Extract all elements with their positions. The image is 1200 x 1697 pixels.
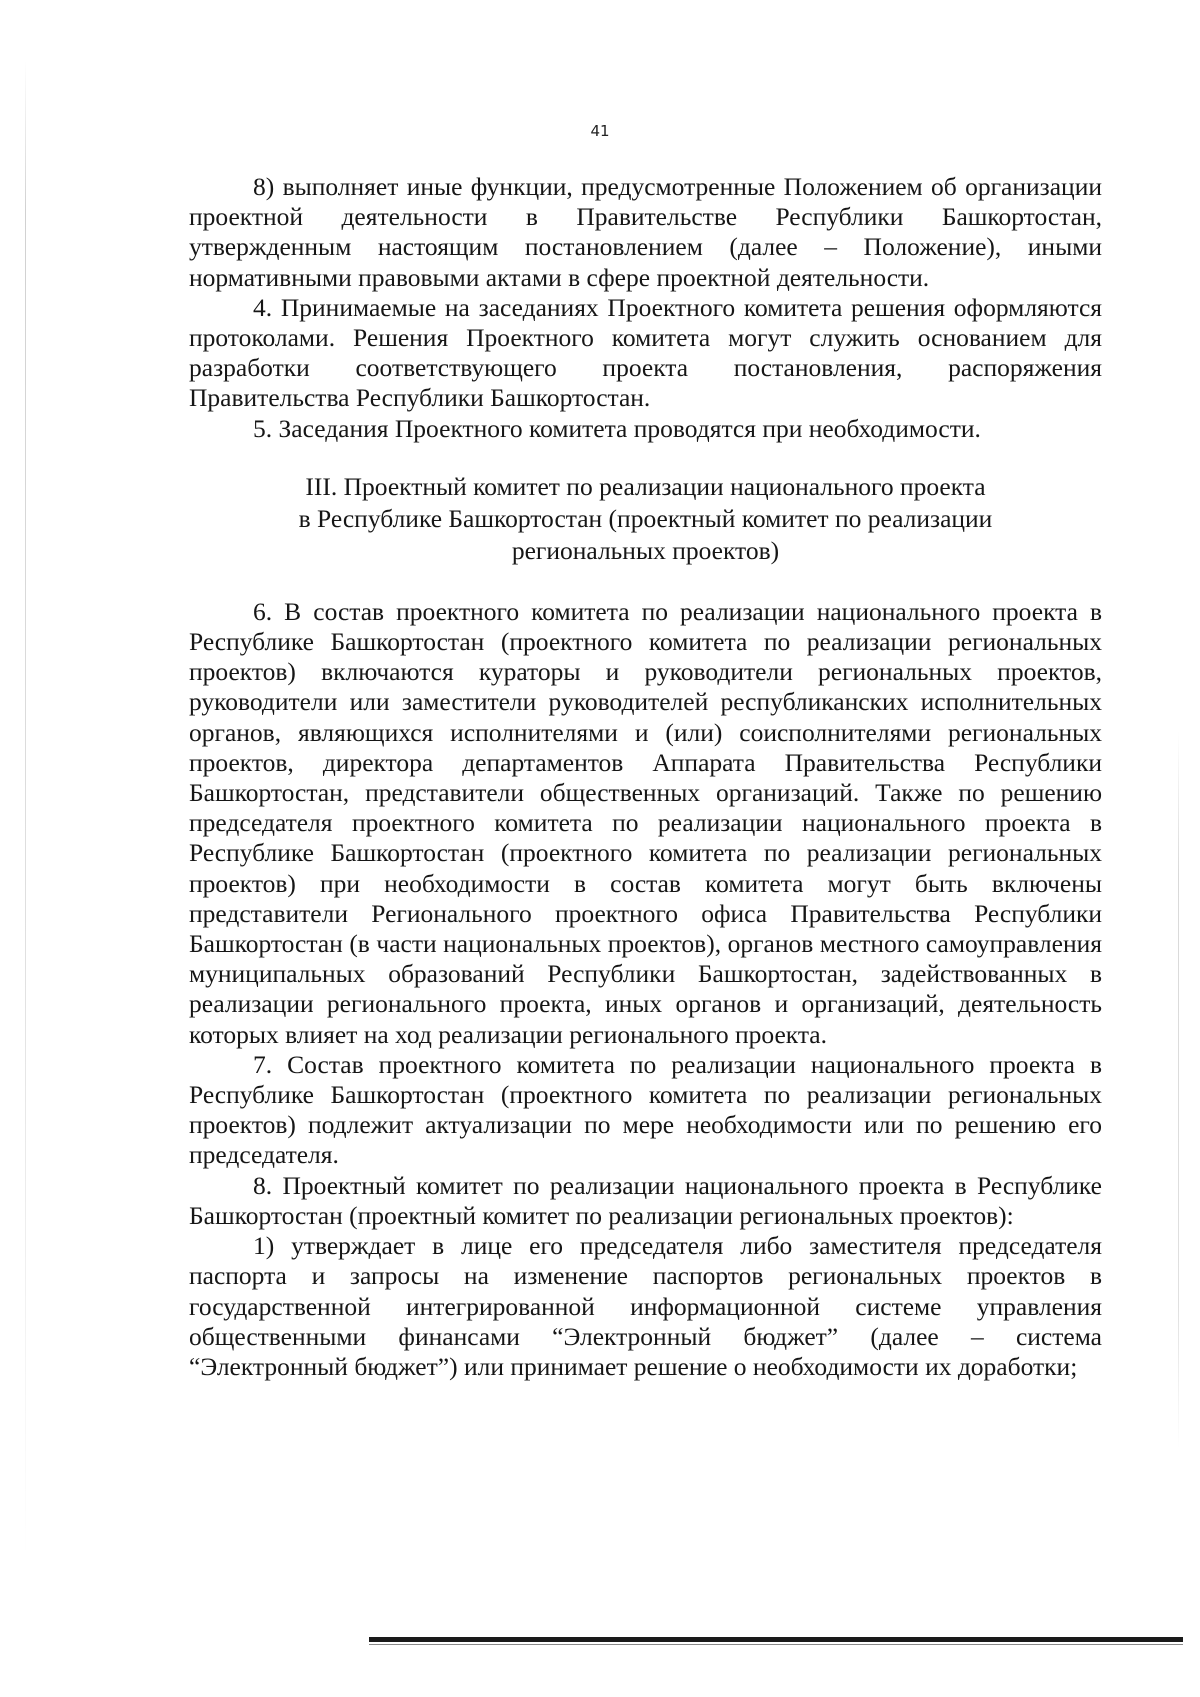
paragraph-5-meetings: 5. Заседания Проектного комитета проводятся при необходимости. xyxy=(253,413,981,443)
section-heading-line-3: региональных проектов) xyxy=(511,535,780,565)
paragraph-8-committee: 8. Проектный комитет по реализации национального проекта в Республике Башкортостан (проектный комитет по реализации региональных проектов): xyxy=(189,1170,1102,1230)
scan-edge-line-right xyxy=(1178,730,1179,1450)
section-heading-line-2: в Республике Башкортостан (проектный комитет по реализации xyxy=(298,503,993,533)
document-body xyxy=(189,172,1102,1382)
section-heading-line-1: III. Проектный комитет по реализации национального проекта xyxy=(305,471,986,501)
paragraph-4-decisions: 4. Принимаемые на заседаниях Проектного комитета решения оформляются протоколами. Решения Проектного комитета могут служить основанием для разработки соответствующего проекта постановления, распоряжения Правительства Республики Башкортостан. xyxy=(189,292,1102,413)
paragraph-item-8-functions: 8) выполняет иные функции, предусмотренные Положением об организации проектной деятельности в Правительстве Республики Башкортостан, утвержденным настоящим постановлением (далее – Положение), иными нормативными правовыми актами в сфере проектной деятельности. xyxy=(189,172,1102,292)
paragraph-6-composition: 6. В состав проектного комитета по реализации национального проекта в Республике Башкортостан (проектного комитета по реализации региональных проектов) включаются кураторы и руководители региональных проектов, руководители или заместители руководителей республиканских исполнительных органов, являющихся исполнителями и (или) соисполнителями региональных проектов, директора департаментов Аппарата Правительства Республики Башкортостан, представители общественных организаций. Также по решению председателя проектного комитета по реализации национального проекта в Республике Башкортостан (проектного комитета по реализации региональных проектов) при необходимости в состав комитета могут быть включены представители Регионального проектного офиса Правительства Республики Башкортостан (в части национальных проектов), органов местного самоуправления муниципальных образований Республики Башкортостан, задействованных в реализации регионального проекта, иных органов и организаций, деятельность которых влияет на ход реализации регионального проекта. xyxy=(189,596,1102,1049)
footer-rule-shadow xyxy=(369,1644,1183,1645)
scan-edge-line-left xyxy=(25,60,26,1560)
paragraph-subitem-1-approves: 1) утверждает в лице его председателя либо заместителя председателя паспорта и запросы на изменение паспортов региональных проектов в государственной интегрированной информационной системе управления общественными финансами “Электронный бюджет” (далее – система “Электронный бюджет”) или принимает решение о необходимости их доработки; xyxy=(189,1231,1102,1381)
section-heading-iii xyxy=(189,471,1102,567)
paragraph-7-actualization: 7. Состав проектного комитета по реализации национального проекта в Республике Башкортостан (проектного комитета по реализации региональных проектов) подлежит актуализации по мере необходимости или по решению его председателя. xyxy=(189,1049,1102,1170)
footer-rule xyxy=(369,1637,1183,1642)
page-number: 41 xyxy=(590,122,610,140)
